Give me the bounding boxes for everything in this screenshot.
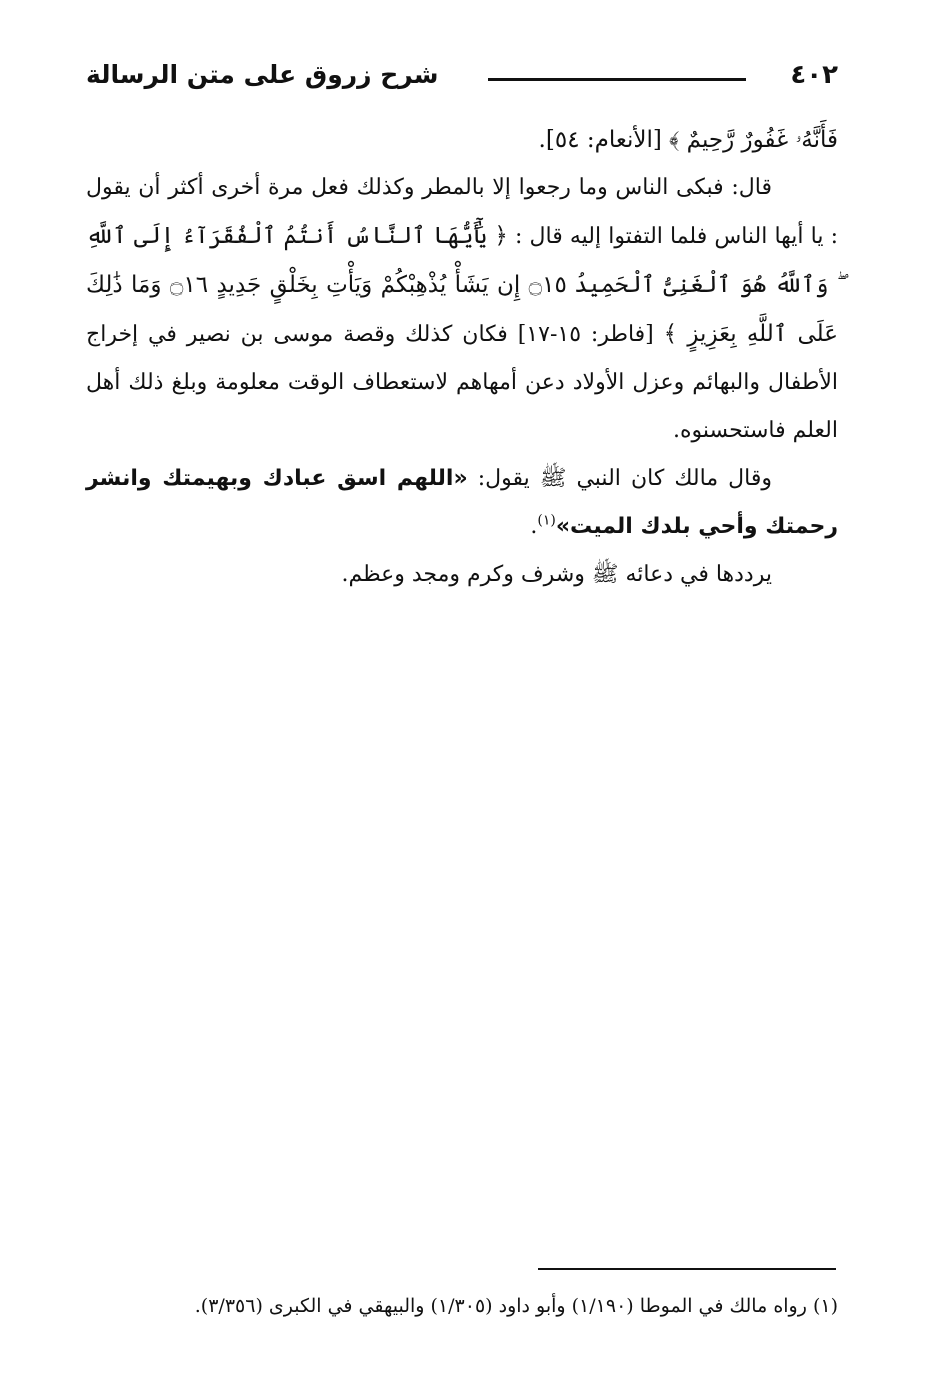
hadith-intro: وقال مالك كان النبي ﷺ يقول: (467, 466, 772, 491)
paragraph-closing: يرددها في دعائه ﷺ وشرف وكرم ومجد وعظم. (341, 562, 772, 587)
footnote-rule (538, 1268, 836, 1270)
hadith-end: . (530, 514, 538, 539)
page-number: ٤٠٢ (790, 60, 838, 90)
footnote: (١) رواه مالك في الموطا (١/١٩٠) وأبو داود (١/٣٠٥) والبيهقي في الكبرى (٣/٣٥٦). (194, 1295, 838, 1317)
running-title: شرح زروق على متن الرسالة (86, 60, 439, 89)
page-header (86, 58, 838, 98)
header-rule (488, 78, 746, 81)
main-text (86, 116, 838, 599)
footnote-marker: (١) (537, 512, 556, 529)
hadith-quote: «اللهم اسق عبادك وبهيمتك وانشر رحمتك وأحي بلدك الميت» (86, 466, 838, 539)
quran-quote: ﴿ يَٰٓأَيُّهَا ٱلنَّاسُ أَنتُمُ ٱلْفُقَرَآءُ إِلَى ٱللَّهِ ۖ وَٱللَّهُ هُوَ ٱلْغَنِىُّ ٱلْحَمِيدُ ۝١٥ إِن يَشَأْ يُذْهِبْكُمْ وَيَأْتِ بِخَلْقٍ جَدِيدٍ ۝١٦ وَمَا ذَٰلِكَ عَلَى ٱللَّهِ بِعَزِيزٍ ﴾ (86, 223, 838, 347)
paragraph-rest: [فاطر: ١٥-١٧] فكان كذلك وقصة موسى بن نصير في إخراج الأطفال والبهائم وعزل الأولاد دعن أمهاهم لاستعطاف الوقت معلومة وبلغ ذلك أهل العلم فاستحسنوه. (86, 322, 838, 443)
paragraph-intro: قال: فبكى الناس وما رجعوا إلا بالمطر وكذلك فعل مرة أخرى أكثر أن يقول : يا أيها الناس فلما التفتوا إليه قال : (86, 175, 838, 249)
verse-continuation: فَأَنَّهُۥ غَفُورٌ رَّحِيمٌ ﴾ [الأنعام: ٥٤]. (538, 127, 838, 153)
paragraph-hadith (86, 455, 838, 551)
paragraph-rain-prayer (86, 164, 838, 455)
